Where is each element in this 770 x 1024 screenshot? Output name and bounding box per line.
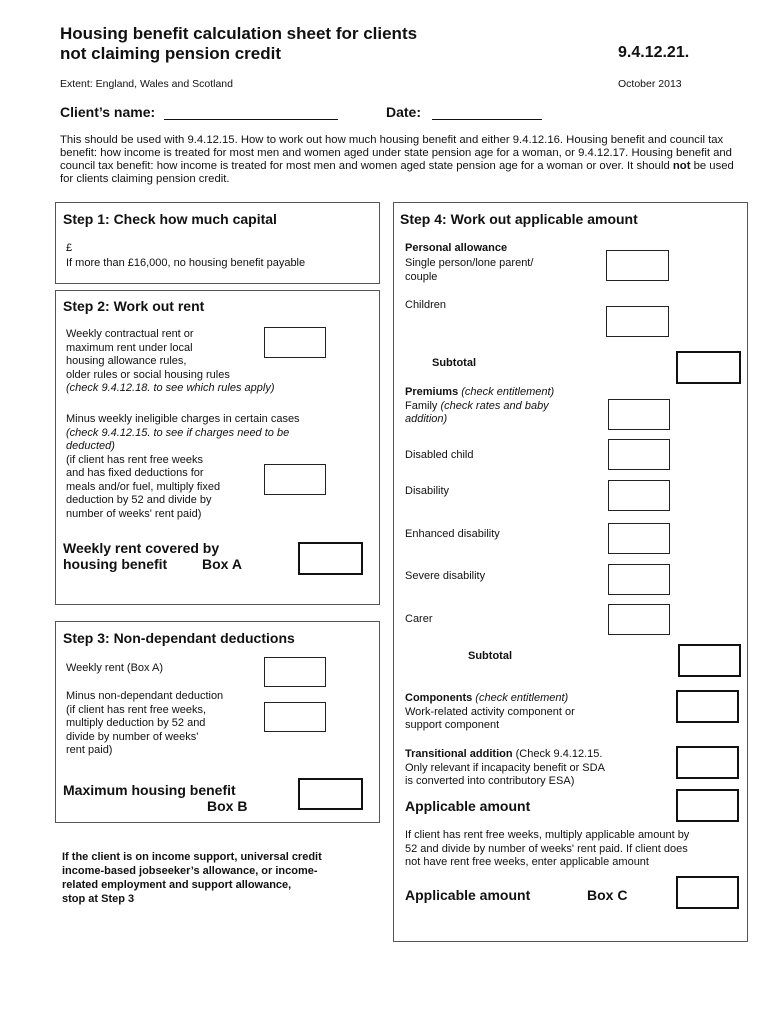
rent-free-line: not have rent free weeks, enter applicable amount <box>405 856 649 868</box>
components-label: Components <box>405 692 473 704</box>
disability-input[interactable] <box>608 480 670 511</box>
components-note: (check entitlement) <box>475 692 569 704</box>
minus-check-line: deducted) <box>66 440 115 452</box>
transitional-note: (Check 9.4.12.15. <box>512 748 603 760</box>
non-dependant-line: divide by number of weeks' <box>66 730 199 743</box>
max-housing-benefit-label: Maximum housing benefit <box>63 782 236 798</box>
step1-panel <box>55 202 380 284</box>
free-weeks-line: and has fixed deductions for <box>66 467 204 479</box>
rent-free-note <box>405 829 689 870</box>
box-b-label: Box B <box>207 798 248 814</box>
box-c-label: Box C <box>587 887 628 903</box>
single-line: Single person/lone parent/ <box>405 257 534 269</box>
premiums-heading <box>405 386 554 427</box>
intro-emphasis: not <box>672 160 691 172</box>
intro-part-1: This should be used with 9.4.12.15. How to work out how much housing benefit and either 9.4.12.16. Housing benefit and council tax benefit: how income is treated for most men and women aged under state pension age for a woman, or 9.4.12.17. Housing benefit and council tax benefit: how income is treated for most men and women aged state pension age for a woman or over. It should <box>60 134 732 172</box>
extent-text: Extent: England, Wales and Scotland <box>60 78 233 90</box>
step2-panel <box>55 290 380 605</box>
transitional-heading <box>405 748 605 789</box>
rent-description <box>66 328 275 396</box>
step3-title: Step 3: Non-dependant deductions <box>63 630 295 646</box>
components-line: support component <box>405 719 500 731</box>
non-dependant-line: Minus non-dependant deduction <box>66 690 224 702</box>
children-input[interactable] <box>606 306 669 337</box>
free-weeks-line: number of weeks' rent paid) <box>66 507 202 520</box>
family-note-line: (check rates and baby <box>440 399 549 412</box>
single-person-label <box>405 257 533 284</box>
weekly-rent-result-line2: housing benefit <box>63 556 168 572</box>
disabled-child-input[interactable] <box>608 439 670 470</box>
family-premium-input[interactable] <box>608 399 670 430</box>
client-name-label: Client’s name: <box>60 104 156 120</box>
rent-line: older rules or social housing rules <box>66 368 230 381</box>
capital-currency: £ <box>66 242 73 254</box>
box-c-input[interactable] <box>676 876 739 909</box>
free-weeks-line: deduction by 52 and divide by <box>66 494 212 506</box>
step1-title: Step 1: Check how much capital <box>63 211 277 227</box>
rent-check-note: (check 9.4.12.18. to see which rules apply) <box>66 382 275 394</box>
intro-part-2: be used for clients claiming pension credit. <box>60 160 734 185</box>
disabled-child-label: Disabled child <box>405 449 474 461</box>
stop-note-line: If the client is on income support, universal credit <box>62 851 322 863</box>
family-note-line: addition) <box>405 413 448 425</box>
free-weeks-line: (if client has rent free weeks <box>66 453 203 466</box>
subtotal-2-input[interactable] <box>678 644 741 677</box>
non-dependant-line: rent paid) <box>66 744 113 756</box>
free-weeks-line: meals and/or fuel, multiply fixed <box>66 480 221 493</box>
severe-disability-label: Severe disability <box>405 570 486 582</box>
box-a-input[interactable] <box>298 542 363 575</box>
title-line-1: Housing benefit calculation sheet for clients <box>60 24 418 43</box>
transitional-line: Only relevant if incapacity benefit or SDA <box>405 761 605 774</box>
stop-note-line: related employment and support allowance, <box>62 879 292 891</box>
family-label: Family <box>405 399 438 412</box>
step4-panel <box>393 202 748 942</box>
step4-title: Step 4: Work out applicable amount <box>400 211 638 227</box>
stop-note <box>62 850 322 906</box>
subtotal-1-input[interactable] <box>676 351 741 384</box>
premiums-note: (check entitlement) <box>461 386 555 398</box>
children-label: Children <box>405 299 446 311</box>
transitional-line: is converted into contributory ESA) <box>405 775 575 787</box>
applicable-amount-input[interactable] <box>676 789 739 822</box>
minus-check-line: (check 9.4.12.15. to see if charges need to be <box>66 426 290 439</box>
components-heading <box>405 692 575 733</box>
non-dependant-description <box>66 690 223 758</box>
non-dependant-deduction-input[interactable] <box>264 702 326 732</box>
transitional-input[interactable] <box>676 746 739 779</box>
subtotal-2-label: Subtotal <box>468 650 512 662</box>
step3-weekly-rent-label: Weekly rent (Box A) <box>66 662 163 674</box>
rent-line: maximum rent under local <box>66 341 193 354</box>
carer-label: Carer <box>405 613 433 625</box>
personal-allowance-heading: Personal allowance <box>405 242 508 254</box>
final-applicable-amount-label: Applicable amount <box>405 887 531 903</box>
components-line: Work-related activity component or <box>405 705 575 718</box>
enhanced-disability-input[interactable] <box>608 523 670 554</box>
step3-panel <box>55 621 380 823</box>
date-field[interactable] <box>432 104 542 120</box>
carer-input[interactable] <box>608 604 670 635</box>
rent-line: Weekly contractual rent or <box>66 328 194 340</box>
issue-date: October 2013 <box>618 78 682 90</box>
rent-free-line: 52 and divide by number of weeks' rent paid. If client does <box>405 842 688 855</box>
enhanced-disability-label: Enhanced disability <box>405 528 500 540</box>
severe-disability-input[interactable] <box>608 564 670 595</box>
rent-free-line: If client has rent free weeks, multiply applicable amount by <box>405 829 690 841</box>
step2-title: Step 2: Work out rent <box>63 298 205 314</box>
reference-number: 9.4.12.21. <box>618 44 690 61</box>
stop-note-line: stop at Step 3 <box>62 893 135 905</box>
weekly-rent-result-line1: Weekly rent covered by <box>63 540 220 556</box>
premiums-label: Premiums <box>405 386 459 398</box>
weekly-rent-input[interactable] <box>264 327 326 358</box>
components-input[interactable] <box>676 690 739 723</box>
rent-line: housing allowance rules, <box>66 355 187 367</box>
applicable-amount-label: Applicable amount <box>405 798 531 814</box>
page-title <box>60 24 520 64</box>
client-name-field[interactable] <box>164 104 338 120</box>
single-line: couple <box>405 270 438 283</box>
box-b-input[interactable] <box>298 778 363 810</box>
non-dependant-line: (if client has rent free weeks, <box>66 703 207 716</box>
disability-label: Disability <box>405 485 450 497</box>
intro-paragraph <box>60 134 740 186</box>
title-line-2: not claiming pension credit <box>60 44 282 63</box>
stop-note-line: income-based jobseeker’s allowance, or income- <box>62 865 318 877</box>
minus-line: Minus weekly ineligible charges in certain cases <box>66 413 300 425</box>
step3-weekly-rent-input[interactable] <box>264 657 326 687</box>
date-label: Date: <box>386 104 422 120</box>
ineligible-charges-input[interactable] <box>264 464 326 495</box>
subtotal-1-label: Subtotal <box>432 357 476 369</box>
transitional-label: Transitional addition <box>405 748 513 760</box>
box-a-label: Box A <box>202 556 242 572</box>
capital-note: If more than £16,000, no housing benefit payable <box>66 257 306 269</box>
non-dependant-line: multiply deduction by 52 and <box>66 717 206 729</box>
personal-allowance-input[interactable] <box>606 250 669 281</box>
